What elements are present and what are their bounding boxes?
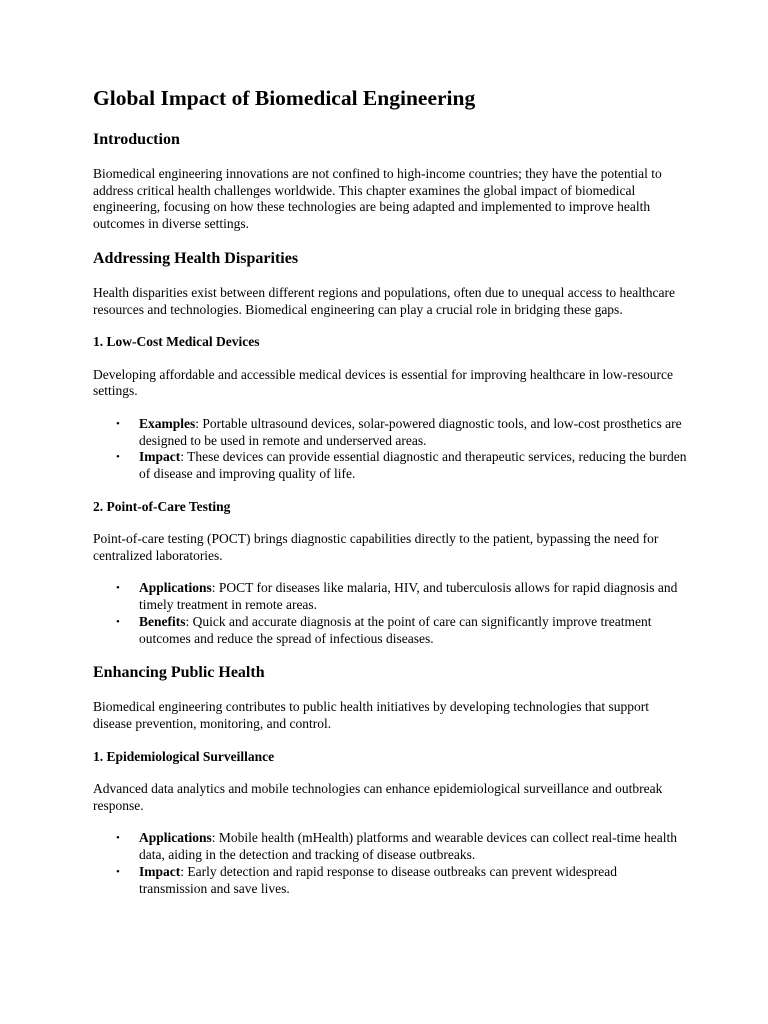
list-item-term: Impact xyxy=(139,863,181,879)
subheading-low-cost-devices: 1. Low-Cost Medical Devices xyxy=(93,334,260,350)
paragraph-point-of-care: Point-of-care testing (POCT) brings diagnostic capabilities directly to the patient, bypassing the need for centralized laboratories. xyxy=(93,530,659,563)
list-item-term: Impact xyxy=(139,449,181,465)
paragraph-health-disparities: Health disparities exist between different regions and populations, often due to unequal access to healthcare resources and technologies. Biomedical engineering can play a crucial role in bridging these gaps. xyxy=(93,284,675,317)
subheading-point-of-care: 2. Point-of-Care Testing xyxy=(93,498,231,514)
list-item xyxy=(93,830,688,863)
bullet-icon: • xyxy=(116,417,120,430)
bullet-icon: • xyxy=(116,615,120,628)
list-item-text: : Portable ultrasound devices, solar-powered diagnostic tools, and low-cost prosthetics are designed to be used in remote and underserved areas. xyxy=(139,415,682,448)
list-item-text: : Quick and accurate diagnosis at the point of care can significantly improve treatment outcomes and reduce the spread of infectious diseases. xyxy=(139,613,652,646)
bullet-icon: • xyxy=(116,451,120,464)
paragraph-public-health: Biomedical engineering contributes to public health initiatives by developing technologies that support disease prevention, monitoring, and control. xyxy=(93,699,649,732)
heading-addressing-health-disparities: Addressing Health Disparities xyxy=(93,249,299,267)
list-item xyxy=(93,580,688,613)
list-item xyxy=(93,614,688,647)
list-item-text: : Early detection and rapid response to disease outbreaks can prevent widespread transmission and save lives. xyxy=(139,863,617,896)
list-item-text: : POCT for diseases like malaria, HIV, and tuberculosis allows for rapid diagnosis and timely treatment in remote areas. xyxy=(139,580,678,613)
bullet-list-point-of-care xyxy=(93,580,688,647)
list-item-term: Applications xyxy=(139,830,212,846)
list-item-term: Benefits xyxy=(139,613,186,629)
paragraph-low-cost-devices: Developing affordable and accessible medical devices is essential for improving healthcare in low-resource settings. xyxy=(93,366,674,399)
bullet-list-epidemiological-surveillance xyxy=(93,830,688,897)
list-item-term: Applications xyxy=(139,580,212,596)
heading-introduction: Introduction xyxy=(93,130,180,148)
bullet-icon: • xyxy=(116,582,120,595)
list-item-text: : These devices can provide essential diagnostic and therapeutic services, reducing the burden of disease and improving quality of life. xyxy=(139,449,687,482)
list-item-text: : Mobile health (mHealth) platforms and wearable devices can collect real-time health data, aiding in the detection and tracking of disease outbreaks. xyxy=(139,830,677,863)
bullet-icon: • xyxy=(116,865,120,878)
paragraph-introduction: Biomedical engineering innovations are not confined to high-income countries; they have the potential to address critical health challenges worldwide. This chapter examines the global impact of biomedical engineering, focusing on how these technologies are being adapted and implemented to improve health outcomes in diverse settings. xyxy=(93,165,662,232)
list-item xyxy=(93,864,688,897)
list-item xyxy=(93,449,688,482)
bullet-icon: • xyxy=(116,832,120,845)
subheading-epidemiological-surveillance: 1. Epidemiological Surveillance xyxy=(93,748,275,764)
heading-enhancing-public-health: Enhancing Public Health xyxy=(93,664,265,682)
list-item xyxy=(93,416,688,449)
list-item-term: Examples xyxy=(139,415,196,431)
page-title: Global Impact of Biomedical Engineering xyxy=(93,86,476,110)
bullet-list-low-cost-devices xyxy=(93,416,688,483)
paragraph-epidemiological-surveillance: Advanced data analytics and mobile technologies can enhance epidemiological surveillance and outbreak response. xyxy=(93,780,663,813)
